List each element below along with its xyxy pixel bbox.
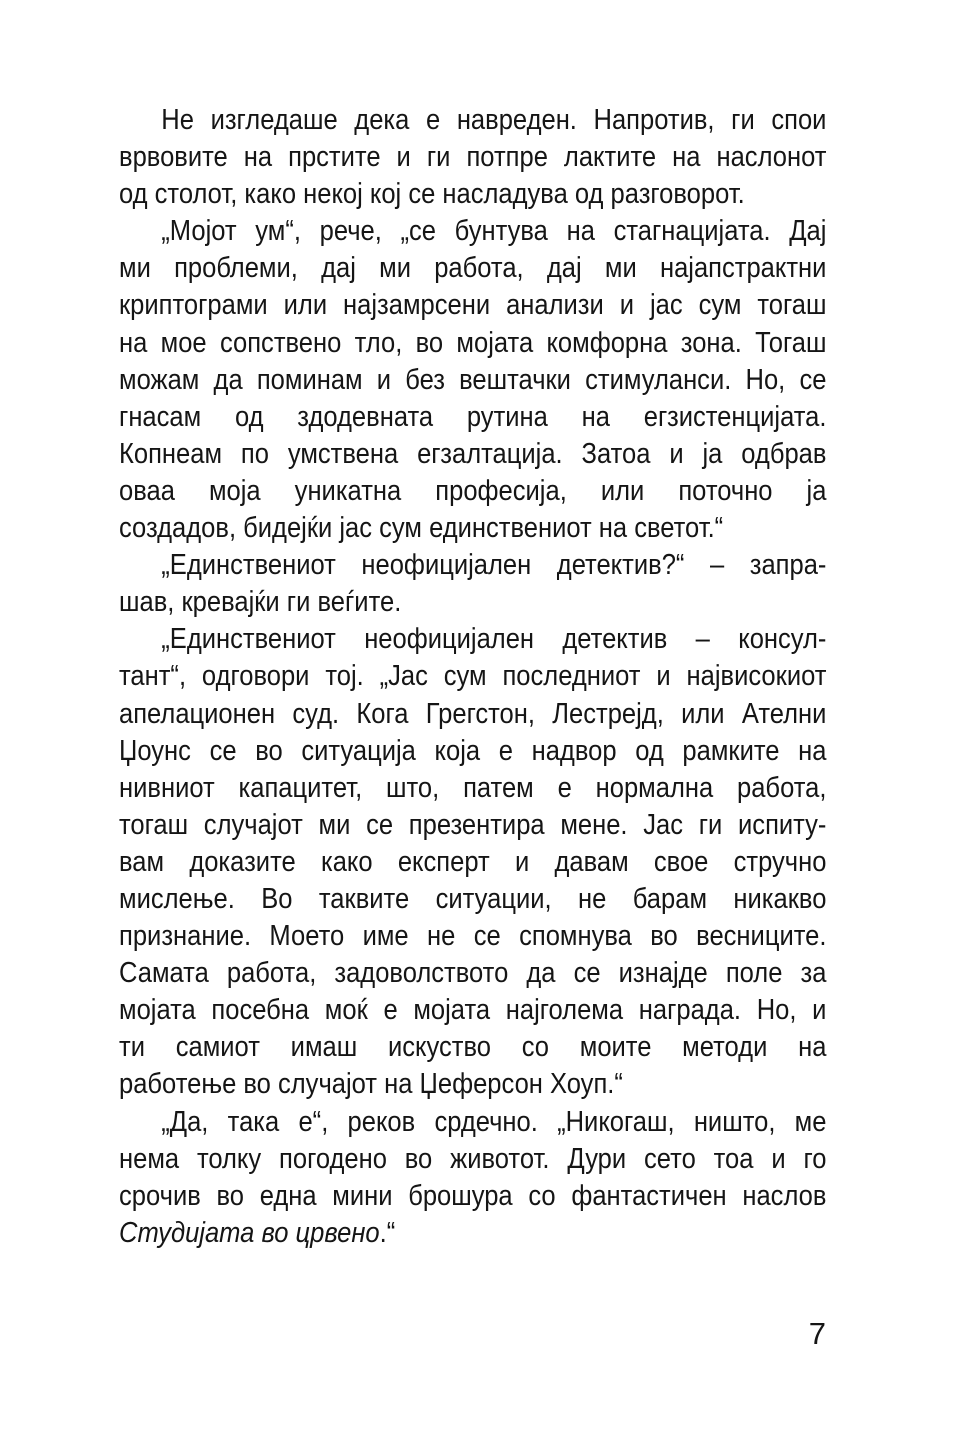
text-line: тогаш случајот ми се презентира мене. Јас ги испиту-	[119, 808, 827, 841]
text-line: нема толку погодено во животот. Дури сето тоа и го	[119, 1142, 827, 1175]
book-title-italic: Студијата во црвено	[119, 1216, 380, 1249]
text-line: создадов, бидејќи јас сум единствениот на светот.“	[119, 512, 724, 545]
closing-punctuation: .“	[379, 1216, 396, 1249]
text-line: од столот, како некој кој се насладува од разговорот.	[119, 178, 745, 211]
text-line: мислење. Во таквите ситуации, не барам никакво	[119, 882, 827, 915]
text-line: работење во случајот на Џеферсон Хоуп.“	[119, 1068, 623, 1101]
text-line: Не изгледаше дека е навреден. Напротив, ги спои	[161, 104, 827, 136]
text-line: „Мојот ум“, рече, „се бунтува на стагнацијата. Дај	[161, 215, 827, 248]
text-line: апелационен суд. Кога Грегстон, Лестрејд, или Ателни	[119, 697, 827, 730]
text-line: „Да, така е“, реков срдечно. „Никогаш, ништо, ме	[161, 1105, 827, 1138]
text-line: криптограми или најзамрсени анализи и јас сум тогаш	[119, 289, 827, 322]
text-line: ми проблеми, дај ми работа, дај ми најапстрактни	[119, 252, 827, 285]
text-line: можам да поминам и без вештачки стимуланси. Но, се	[119, 363, 827, 396]
paragraph-1	[119, 102, 826, 213]
text-line: „Единствениот неофицијален детектив?“ – запра-	[161, 549, 827, 582]
text-line: шав, кревајќи ги веѓите.	[119, 586, 402, 619]
text-line: Самата работа, задоволството да се изнајде поле за	[119, 957, 827, 990]
body-text	[119, 102, 826, 1252]
text-line: гнасам од здодевната рутина на егзистенцијата.	[119, 400, 827, 433]
paragraph-3	[119, 547, 826, 621]
text-line: вам доказите како експерт и давам свое стручно	[119, 845, 827, 878]
text-line: „Единствениот неофицијален детектив – консул-	[161, 623, 827, 656]
text-line: Копнеам по умствена егзалтација. Затоа и ја одбрав	[119, 437, 827, 470]
text-line: врвовите на прстите и ги потпре лактите на наслонот	[119, 141, 827, 174]
page-number: 7	[808, 1316, 826, 1351]
paragraph-4	[119, 621, 826, 1103]
text-line: на мое сопствено тло, во мојата комфорна зона. Тогаш	[119, 326, 827, 359]
text-line: оваа моја уникатна професија, или поточно ја	[119, 474, 827, 507]
text-line: тант“, одговори тој. „Јас сум последниот и највисокиот	[119, 660, 827, 693]
paragraph-2	[119, 213, 826, 547]
text-line	[119, 1215, 826, 1252]
text-line: Џоунс се во ситуација која е надвор од рамките на	[119, 734, 827, 767]
text-line: мојата посебна моќ е мојата најголема награда. Но, и	[119, 994, 827, 1027]
text-line: ти самиот имаш искуство со моите методи на	[119, 1031, 827, 1064]
text-line: нивниот капацитет, што, патем е нормална работа,	[119, 771, 827, 804]
paragraph-5	[119, 1104, 826, 1252]
text-line: признание. Моето име не се спомнува во весниците.	[119, 920, 827, 953]
text-line: срочив во една мини брошура со фантастичен наслов	[119, 1179, 827, 1212]
